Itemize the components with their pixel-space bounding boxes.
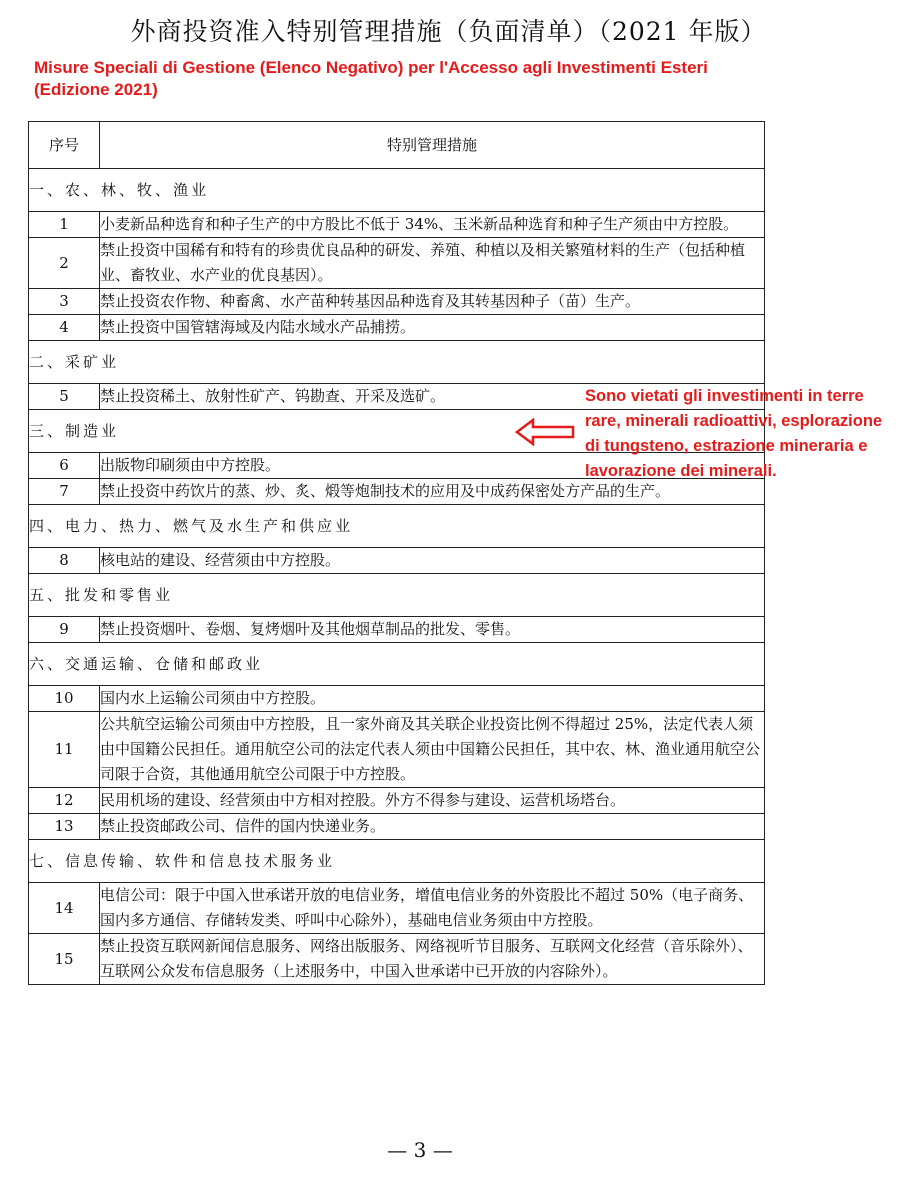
table-row [29, 788, 765, 814]
section-row [29, 840, 765, 883]
section-row [29, 505, 765, 548]
row-measure: 小麦新品种选育和种子生产的中方股比不低于 34%、玉米新品种选育和种子生产须由中方控股。 [100, 212, 765, 238]
table-row [29, 617, 765, 643]
row-measure: 禁止投资互联网新闻信息服务、网络出版服务、网络视听节目服务、互联网文化经营（音乐除外）、互联网公众发布信息服务（上述服务中，中国入世承诺中已开放的内容除外）。 [100, 934, 765, 985]
table-row [29, 548, 765, 574]
row-number: 12 [29, 788, 100, 814]
italian-annotation: Sono vietati gli investimenti in terre rare, minerali radioattivi, esplorazione di tungsteno, estrazione mineraria e lavorazione dei minerali. [585, 387, 883, 480]
row-measure: 核电站的建设、经营须由中方控股。 [100, 548, 765, 574]
row-number: 6 [29, 453, 100, 479]
row-number: 14 [29, 883, 100, 934]
table-row [29, 686, 765, 712]
table-row [29, 212, 765, 238]
row-number: 3 [29, 289, 100, 315]
italian-subtitle: Misure Speciali di Gestione (Elenco Negativo) per l'Accesso agli Investimenti Esteri (Edizione 2021) [34, 58, 708, 99]
row-number: 4 [29, 315, 100, 341]
row-measure: 禁止投资中国管辖海域及内陆水域水产品捕捞。 [100, 315, 765, 341]
section-row [29, 643, 765, 686]
row-measure: 禁止投资邮政公司、信件的国内快递业务。 [100, 814, 765, 840]
table-row [29, 289, 765, 315]
header-serial-number: 序号 [29, 122, 100, 169]
row-number: 5 [29, 384, 100, 410]
row-measure: 禁止投资中国稀有和特有的珍贵优良品种的研发、养殖、种植以及相关繁殖材料的生产（包括种植业、畜牧业、水产业的优良基因）。 [100, 238, 765, 289]
row-measure: 禁止投资农作物、种畜禽、水产苗种转基因品种选育及其转基因种子（苗）生产。 [100, 289, 765, 315]
header-special-measures: 特别管理措施 [100, 122, 765, 169]
row-number: 1 [29, 212, 100, 238]
row-measure: 公共航空运输公司须由中方控股，且一家外商及其关联企业投资比例不得超过 25%，法定代表人须由中国籍公民担任。通用航空公司的法定代表人须由中国籍公民担任，其中农、林、渔业通用航空公司限于合资，其他通用航空公司限于中方控股。 [100, 712, 765, 788]
section-title: 三、制造业 [29, 410, 765, 453]
row-measure: 出版物印刷须由中方控股。 [100, 453, 765, 479]
row-measure: 国内水上运输公司须由中方控股。 [100, 686, 765, 712]
row-measure: 禁止投资中药饮片的蒸、炒、炙、煅等炮制技术的应用及中成药保密处方产品的生产。 [100, 479, 765, 505]
row-number: 9 [29, 617, 100, 643]
row-number: 2 [29, 238, 100, 289]
section-row [29, 169, 765, 212]
section-title: 四、电力、热力、燃气及水生产和供应业 [29, 505, 765, 548]
document-title: 外商投资准入特别管理措施（负面清单）（2021 年版） [130, 17, 767, 46]
left-arrow-icon [515, 417, 577, 447]
row-measure: 禁止投资烟叶、卷烟、复烤烟叶及其他烟草制品的批发、零售。 [100, 617, 765, 643]
table-header-row [29, 122, 765, 169]
section-row [29, 341, 765, 384]
section-title: 一、农、林、牧、渔业 [29, 169, 765, 212]
row-measure: 电信公司：限于中国入世承诺开放的电信业务，增值电信业务的外资股比不超过 50%（电子商务、国内多方通信、存储转发类、呼叫中心除外），基础电信业务须由中方控股。 [100, 883, 765, 934]
table-row [29, 814, 765, 840]
row-number: 13 [29, 814, 100, 840]
table-row [29, 238, 765, 289]
section-title: 二、采矿业 [29, 341, 765, 384]
page-number: — 3 — [387, 1138, 453, 1162]
row-measure: 民用机场的建设、经营须由中方相对控股。外方不得参与建设、运营机场塔台。 [100, 788, 765, 814]
row-number: 10 [29, 686, 100, 712]
row-number: 11 [29, 712, 100, 788]
table-row [29, 315, 765, 341]
row-number: 7 [29, 479, 100, 505]
section-row [29, 574, 765, 617]
table-row [29, 883, 765, 934]
section-title: 七、信息传输、软件和信息技术服务业 [29, 840, 765, 883]
negative-list-table [28, 121, 765, 985]
section-title: 六、交通运输、仓储和邮政业 [29, 643, 765, 686]
table-row [29, 712, 765, 788]
row-number: 15 [29, 934, 100, 985]
row-measure: 禁止投资稀土、放射性矿产、钨勘查、开采及选矿。 [100, 384, 765, 410]
row-number: 8 [29, 548, 100, 574]
section-title: 五、批发和零售业 [29, 574, 765, 617]
table-row [29, 934, 765, 985]
